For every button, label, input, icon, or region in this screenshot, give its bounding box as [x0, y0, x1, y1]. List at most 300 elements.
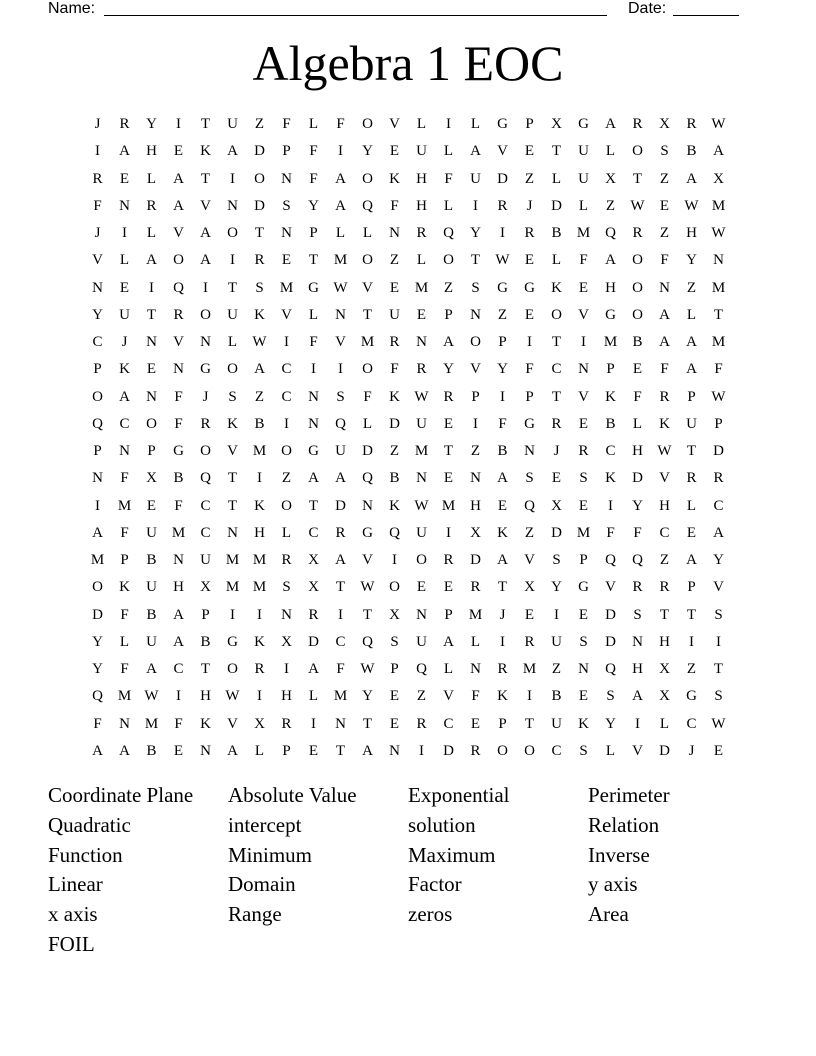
grid-cell: T: [308, 497, 319, 514]
grid-cell: A: [200, 225, 211, 242]
grid-cell: H: [281, 688, 292, 705]
grid-cell: M: [90, 552, 105, 569]
grid-cell: J: [499, 606, 506, 623]
grid-cell: E: [578, 497, 589, 514]
grid-cell: Q: [335, 415, 346, 432]
grid-cell: H: [254, 524, 265, 541]
grid-cell: N: [416, 334, 427, 351]
grid-cell: P: [444, 306, 453, 323]
word-list-item: y axis: [588, 872, 638, 897]
grid-cell: H: [659, 497, 670, 514]
grid-cell: N: [659, 279, 670, 296]
grid-cell: N: [389, 225, 400, 242]
grid-cell: U: [335, 443, 346, 460]
grid-cell: J: [526, 197, 533, 214]
grid-cell: E: [524, 606, 535, 623]
grid-cell: F: [120, 470, 129, 487]
grid-cell: I: [527, 334, 532, 351]
grid-cell: O: [92, 388, 103, 405]
grid-cell: A: [605, 116, 616, 133]
grid-cell: S: [660, 143, 669, 160]
grid-cell: T: [470, 252, 481, 269]
grid-cell: T: [443, 443, 454, 460]
grid-cell: E: [173, 143, 184, 160]
grid-cell: Z: [659, 552, 670, 569]
grid-cell: T: [254, 225, 265, 242]
grid-cell: H: [632, 443, 643, 460]
grid-cell: C: [173, 661, 184, 678]
grid-cell: N: [578, 361, 589, 378]
grid-cell: E: [416, 306, 427, 323]
grid-cell: W: [711, 388, 726, 405]
grid-cell: R: [686, 116, 697, 133]
grid-cell: A: [713, 524, 724, 541]
grid-cell: V: [605, 579, 616, 596]
grid-cell: S: [579, 633, 588, 650]
grid-cell: D: [335, 497, 346, 514]
grid-cell: Z: [443, 279, 454, 296]
grid-cell: B: [551, 225, 562, 242]
grid-cell: V: [578, 388, 589, 405]
grid-cell: Q: [632, 552, 643, 569]
grid-cell: E: [551, 470, 562, 487]
grid-cell: N: [308, 415, 319, 432]
grid-cell: N: [92, 470, 103, 487]
word-list-item: Absolute Value: [228, 783, 357, 807]
grid-cell: M: [711, 334, 726, 351]
grid-cell: L: [281, 524, 292, 541]
grid-cell: E: [443, 415, 454, 432]
grid-cell: V: [200, 197, 211, 214]
grid-cell: T: [362, 715, 373, 732]
grid-cell: M: [144, 715, 159, 732]
grid-cell: F: [660, 361, 669, 378]
grid-cell: A: [605, 252, 616, 269]
grid-cell: L: [416, 116, 427, 133]
grid-cell: O: [389, 579, 400, 596]
grid-cell: A: [335, 552, 346, 569]
grid-cell: P: [687, 579, 696, 596]
grid-cell: M: [252, 552, 267, 569]
grid-cell: P: [444, 606, 453, 623]
grid-cell: C: [308, 524, 319, 541]
grid-cell: F: [309, 143, 318, 160]
grid-cell: F: [93, 197, 102, 214]
grid-cell: F: [120, 606, 129, 623]
grid-cell: O: [92, 579, 103, 596]
grid-cell: R: [632, 116, 643, 133]
grid-cell: F: [525, 361, 534, 378]
grid-cell: B: [146, 606, 157, 623]
grid-cell: M: [252, 443, 267, 460]
grid-cell: F: [120, 661, 129, 678]
grid-cell: Q: [605, 225, 616, 242]
grid-cell: U: [227, 306, 238, 323]
grid-cell: U: [578, 143, 589, 160]
grid-cell: U: [551, 715, 562, 732]
grid-cell: F: [633, 524, 642, 541]
grid-cell: G: [308, 279, 319, 296]
grid-cell: O: [632, 306, 643, 323]
grid-cell: X: [524, 579, 535, 596]
grid-cell: I: [176, 116, 181, 133]
grid-cell: R: [281, 552, 292, 569]
grid-cell: V: [227, 715, 238, 732]
grid-cell: L: [227, 334, 238, 351]
grid-cell: G: [497, 116, 508, 133]
grid-cell: R: [146, 197, 157, 214]
grid-cell: Y: [551, 579, 562, 596]
grid-cell: O: [443, 252, 454, 269]
grid-cell: U: [146, 633, 157, 650]
grid-cell: B: [173, 470, 184, 487]
grid-cell: Z: [416, 688, 427, 705]
grid-cell: L: [443, 661, 454, 678]
grid-cell: N: [524, 443, 535, 460]
grid-cell: X: [254, 715, 265, 732]
grid-cell: R: [92, 170, 103, 187]
grid-cell: R: [173, 306, 184, 323]
grid-cell: V: [524, 552, 535, 569]
grid-cell: O: [551, 306, 562, 323]
grid-cell: Z: [659, 170, 670, 187]
grid-cell: M: [171, 524, 186, 541]
grid-cell: Q: [362, 470, 373, 487]
name-blank-line: [104, 15, 607, 16]
grid-cell: L: [605, 143, 616, 160]
grid-cell: T: [497, 579, 508, 596]
grid-cell: C: [551, 742, 562, 759]
grid-cell: C: [335, 633, 346, 650]
grid-cell: U: [146, 579, 157, 596]
grid-cell: A: [92, 742, 103, 759]
grid-cell: M: [414, 279, 429, 296]
grid-cell: L: [362, 225, 373, 242]
grid-cell: V: [281, 306, 292, 323]
grid-cell: E: [524, 252, 535, 269]
grid-cell: R: [443, 552, 454, 569]
grid-cell: A: [497, 470, 508, 487]
grid-cell: I: [230, 170, 235, 187]
grid-cell: Z: [254, 388, 265, 405]
grid-cell: S: [714, 606, 723, 623]
grid-cell: Z: [497, 306, 508, 323]
grid-cell: I: [473, 197, 478, 214]
grid-cell: V: [389, 116, 400, 133]
grid-cell: F: [390, 197, 399, 214]
grid-cell: O: [173, 252, 184, 269]
word-list-item: Factor: [408, 872, 462, 897]
grid-cell: L: [308, 306, 319, 323]
grid-cell: I: [230, 252, 235, 269]
grid-cell: Y: [362, 688, 373, 705]
grid-cell: K: [119, 361, 130, 378]
grid-cell: I: [500, 388, 505, 405]
grid-cell: M: [360, 334, 375, 351]
grid-cell: E: [389, 279, 400, 296]
grid-cell: O: [632, 143, 643, 160]
grid-cell: H: [632, 661, 643, 678]
grid-cell: A: [227, 143, 238, 160]
grid-cell: N: [146, 388, 157, 405]
grid-cell: G: [605, 306, 616, 323]
grid-cell: A: [686, 170, 697, 187]
grid-cell: R: [470, 742, 481, 759]
grid-cell: B: [551, 688, 562, 705]
grid-cell: W: [657, 443, 672, 460]
grid-cell: A: [227, 742, 238, 759]
word-list-item: Perimeter: [588, 783, 670, 807]
grid-cell: V: [173, 225, 184, 242]
grid-cell: N: [227, 197, 238, 214]
grid-cell: E: [632, 361, 643, 378]
grid-cell: T: [524, 715, 535, 732]
grid-cell: H: [416, 197, 427, 214]
grid-cell: I: [122, 225, 127, 242]
grid-cell: I: [608, 497, 613, 514]
grid-cell: E: [389, 715, 400, 732]
grid-cell: A: [335, 470, 346, 487]
grid-cell: X: [551, 497, 562, 514]
grid-cell: Z: [281, 470, 292, 487]
grid-cell: R: [254, 661, 265, 678]
grid-cell: A: [146, 252, 157, 269]
grid-cell: T: [713, 306, 724, 323]
grid-cell: R: [524, 633, 535, 650]
grid-cell: Z: [686, 279, 697, 296]
grid-cell: N: [119, 443, 130, 460]
grid-cell: Q: [173, 279, 184, 296]
grid-cell: W: [711, 715, 726, 732]
grid-cell: O: [524, 742, 535, 759]
grid-cell: T: [335, 579, 346, 596]
word-list-item: Area: [588, 902, 629, 927]
word-list-item: Domain: [228, 872, 296, 897]
word-list-item: zeros: [408, 902, 453, 927]
grid-cell: I: [257, 688, 262, 705]
grid-cell: R: [254, 252, 265, 269]
grid-cell: P: [147, 443, 156, 460]
grid-cell: A: [173, 633, 184, 650]
grid-cell: U: [416, 524, 427, 541]
grid-cell: L: [686, 497, 697, 514]
grid-cell: V: [713, 579, 724, 596]
grid-cell: S: [471, 279, 480, 296]
grid-cell: G: [362, 524, 373, 541]
grid-cell: L: [578, 197, 589, 214]
grid-cell: R: [632, 225, 643, 242]
grid-cell: N: [416, 470, 427, 487]
grid-cell: A: [686, 334, 697, 351]
grid-cell: A: [173, 606, 184, 623]
grid-cell: I: [95, 497, 100, 514]
grid-cell: E: [443, 579, 454, 596]
grid-cell: X: [713, 170, 724, 187]
grid-cell: F: [174, 715, 183, 732]
grid-cell: E: [659, 197, 670, 214]
grid-cell: O: [281, 497, 292, 514]
grid-cell: I: [230, 606, 235, 623]
grid-cell: E: [686, 524, 697, 541]
grid-cell: E: [443, 470, 454, 487]
grid-cell: N: [308, 388, 319, 405]
grid-cell: N: [470, 306, 481, 323]
grid-cell: I: [716, 633, 721, 650]
grid-cell: A: [254, 361, 265, 378]
grid-cell: U: [416, 415, 427, 432]
grid-cell: Y: [92, 306, 103, 323]
grid-cell: M: [576, 225, 591, 242]
grid-cell: D: [659, 742, 670, 759]
word-list: [48, 781, 768, 960]
grid-cell: Y: [92, 633, 103, 650]
grid-cell: P: [579, 552, 588, 569]
grid-cell: L: [659, 715, 670, 732]
grid-cell: I: [284, 415, 289, 432]
grid-cell: O: [227, 361, 238, 378]
grid-cell: K: [254, 633, 265, 650]
grid-cell: G: [578, 579, 589, 596]
grid-cell: O: [200, 306, 211, 323]
grid-cell: H: [470, 497, 481, 514]
grid-cell: M: [414, 443, 429, 460]
grid-cell: T: [713, 661, 724, 678]
grid-cell: M: [576, 524, 591, 541]
grid-cell: V: [92, 252, 103, 269]
grid-cell: M: [711, 279, 726, 296]
grid-cell: Y: [632, 497, 643, 514]
grid-cell: Y: [713, 552, 724, 569]
grid-cell: I: [500, 225, 505, 242]
grid-cell: V: [173, 334, 184, 351]
grid-cell: T: [659, 606, 670, 623]
grid-cell: O: [254, 170, 265, 187]
grid-cell: E: [578, 279, 589, 296]
grid-cell: C: [200, 497, 211, 514]
grid-cell: A: [443, 633, 454, 650]
grid-cell: K: [605, 470, 616, 487]
grid-cell: W: [711, 116, 726, 133]
grid-cell: E: [146, 361, 157, 378]
grid-cell: F: [363, 388, 372, 405]
grid-cell: H: [659, 633, 670, 650]
grid-cell: B: [146, 552, 157, 569]
grid-cell: R: [713, 470, 724, 487]
word-list-item: Function: [48, 842, 123, 867]
grid-cell: P: [714, 415, 723, 432]
grid-cell: Q: [443, 225, 454, 242]
grid-cell: P: [498, 334, 507, 351]
grid-cell: G: [686, 688, 697, 705]
grid-cell: M: [279, 279, 294, 296]
grid-cell: L: [146, 225, 157, 242]
grid-cell: L: [416, 252, 427, 269]
grid-cell: A: [659, 334, 670, 351]
grid-cell: S: [228, 388, 237, 405]
grid-cell: D: [443, 742, 454, 759]
grid-cell: V: [362, 552, 373, 569]
grid-cell: N: [470, 470, 481, 487]
grid-cell: O: [362, 170, 373, 187]
grid-cell: V: [443, 688, 454, 705]
grid-cell: W: [333, 279, 348, 296]
grid-cell: L: [443, 197, 454, 214]
grid-cell: B: [254, 415, 265, 432]
grid-cell: S: [525, 470, 534, 487]
grid-cell: L: [308, 116, 319, 133]
grid-cell: Q: [416, 661, 427, 678]
word-list-item: Linear: [48, 872, 103, 897]
grid-cell: L: [551, 170, 562, 187]
grid-cell: R: [686, 470, 697, 487]
grid-cell: Y: [686, 252, 697, 269]
grid-cell: F: [390, 361, 399, 378]
grid-cell: X: [308, 552, 319, 569]
grid-cell: U: [416, 143, 427, 160]
grid-cell: G: [308, 443, 319, 460]
grid-cell: M: [225, 552, 240, 569]
grid-cell: I: [284, 661, 289, 678]
grid-cell: A: [443, 334, 454, 351]
word-list-item: Quadratic: [48, 812, 131, 837]
grid-cell: S: [714, 688, 723, 705]
grid-cell: M: [603, 334, 618, 351]
grid-cell: W: [630, 197, 645, 214]
grid-cell: O: [416, 552, 427, 569]
grid-cell: C: [686, 715, 697, 732]
grid-cell: O: [362, 116, 373, 133]
grid-cell: W: [360, 579, 375, 596]
grid-cell: E: [119, 279, 130, 296]
grid-cell: C: [92, 334, 103, 351]
grid-cell: R: [497, 197, 508, 214]
grid-cell: F: [633, 388, 642, 405]
grid-cell: N: [92, 279, 103, 296]
grid-cell: B: [389, 470, 400, 487]
grid-cell: R: [443, 388, 454, 405]
word-list-item: Relation: [588, 812, 660, 837]
grid-cell: W: [225, 688, 240, 705]
grid-cell: T: [551, 143, 562, 160]
grid-cell: E: [578, 606, 589, 623]
grid-cell: F: [309, 170, 318, 187]
grid-cell: W: [360, 661, 375, 678]
grid-cell: C: [200, 524, 211, 541]
grid-cell: T: [146, 306, 157, 323]
word-list-item: x axis: [48, 902, 98, 927]
grid-cell: P: [606, 361, 615, 378]
grid-cell: R: [200, 415, 211, 432]
grid-cell: F: [471, 688, 480, 705]
grid-cell: O: [362, 252, 373, 269]
grid-cell: V: [362, 279, 373, 296]
grid-cell: X: [470, 524, 481, 541]
grid-cell: S: [336, 388, 345, 405]
grid-cell: L: [605, 742, 616, 759]
word-list-item: Inverse: [588, 842, 650, 867]
grid-cell: N: [281, 225, 292, 242]
grid-cell: B: [146, 742, 157, 759]
grid-cell: D: [308, 633, 319, 650]
grid-cell: N: [119, 197, 130, 214]
grid-cell: P: [282, 143, 291, 160]
grid-cell: F: [174, 415, 183, 432]
grid-cell: R: [659, 388, 670, 405]
grid-cell: R: [659, 579, 670, 596]
grid-cell: T: [686, 443, 697, 460]
grid-cell: N: [200, 742, 211, 759]
grid-cell: I: [500, 633, 505, 650]
